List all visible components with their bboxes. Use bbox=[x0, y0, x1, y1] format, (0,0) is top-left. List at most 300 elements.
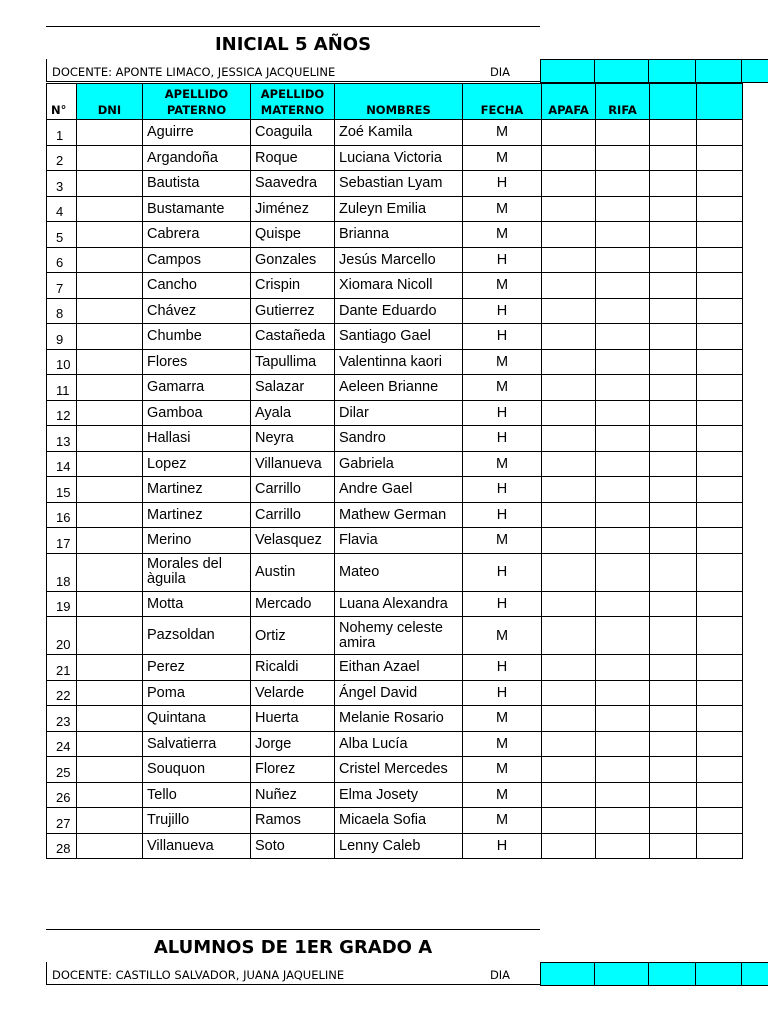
cell-blank[interactable] bbox=[650, 426, 697, 452]
cell-apafa[interactable] bbox=[542, 502, 596, 528]
cell-nombres: Dilar bbox=[335, 400, 463, 426]
header-row bbox=[47, 84, 743, 120]
cell-blank[interactable] bbox=[650, 222, 697, 248]
section2-rule bbox=[46, 929, 540, 930]
cell-dni[interactable] bbox=[77, 400, 143, 426]
cell-apafa[interactable] bbox=[542, 782, 596, 808]
cell-apellido-materno: Mercado bbox=[251, 591, 335, 617]
cell-blank[interactable] bbox=[697, 833, 743, 859]
cell-apellido-materno: Gutierrez bbox=[251, 298, 335, 324]
cell-apafa[interactable] bbox=[542, 375, 596, 401]
cell-rifa[interactable] bbox=[596, 375, 650, 401]
cell-nombres: Eithan Azael bbox=[335, 655, 463, 681]
cell-nombres: Valentinna kaori bbox=[335, 349, 463, 375]
cell-number: 17 bbox=[47, 528, 77, 554]
cell-fecha: M bbox=[463, 349, 542, 375]
cell-apellido-paterno: Morales del àguila bbox=[143, 553, 251, 591]
cell-dni[interactable] bbox=[77, 680, 143, 706]
cell-nombres: Andre Gael bbox=[335, 477, 463, 503]
day2-cell[interactable] bbox=[540, 962, 595, 986]
cell-nombres: Luana Alexandra bbox=[335, 591, 463, 617]
cell-apafa[interactable] bbox=[542, 400, 596, 426]
col-header-blank bbox=[697, 84, 743, 120]
cell-blank[interactable] bbox=[697, 757, 743, 783]
cell-apafa[interactable] bbox=[542, 591, 596, 617]
cell-apafa[interactable] bbox=[542, 680, 596, 706]
cell-blank[interactable] bbox=[697, 808, 743, 834]
cell-number: 4 bbox=[47, 196, 77, 222]
cell-dni[interactable] bbox=[77, 222, 143, 248]
cell-dni[interactable] bbox=[77, 782, 143, 808]
day-cell[interactable] bbox=[594, 59, 649, 83]
cell-dni[interactable] bbox=[77, 617, 143, 655]
cell-rifa[interactable] bbox=[596, 349, 650, 375]
col-header-apellido-materno: APELLIDO MATERNO bbox=[251, 84, 335, 120]
cell-apellido-paterno: Pazsoldan bbox=[143, 617, 251, 655]
cell-apellido-materno: Austin bbox=[251, 553, 335, 591]
cell-blank[interactable] bbox=[697, 400, 743, 426]
cell-blank[interactable] bbox=[697, 477, 743, 503]
cell-blank[interactable] bbox=[650, 833, 697, 859]
cell-blank[interactable] bbox=[650, 196, 697, 222]
table-row bbox=[47, 655, 743, 681]
cell-dni[interactable] bbox=[77, 375, 143, 401]
cell-number: 9 bbox=[47, 324, 77, 350]
cell-number: 15 bbox=[47, 477, 77, 503]
cell-rifa[interactable] bbox=[596, 808, 650, 834]
cell-apellido-paterno: Martinez bbox=[143, 477, 251, 503]
cell-fecha: H bbox=[463, 171, 542, 197]
cell-blank[interactable] bbox=[697, 375, 743, 401]
cell-blank[interactable] bbox=[697, 222, 743, 248]
cell-apellido-materno: Quispe bbox=[251, 222, 335, 248]
cell-rifa[interactable] bbox=[596, 553, 650, 591]
cell-number: 1 bbox=[47, 120, 77, 146]
table-row bbox=[47, 349, 743, 375]
cell-apellido-materno: Saavedra bbox=[251, 171, 335, 197]
day-cell[interactable] bbox=[648, 59, 696, 83]
cell-apellido-paterno: Aguirre bbox=[143, 120, 251, 146]
cell-fecha: M bbox=[463, 808, 542, 834]
cell-dni[interactable] bbox=[77, 171, 143, 197]
cell-rifa[interactable] bbox=[596, 680, 650, 706]
cell-rifa[interactable] bbox=[596, 782, 650, 808]
cell-blank[interactable] bbox=[697, 426, 743, 452]
cell-apellido-paterno: Poma bbox=[143, 680, 251, 706]
cell-dni[interactable] bbox=[77, 655, 143, 681]
cell-apellido-materno: Roque bbox=[251, 145, 335, 171]
cell-blank[interactable] bbox=[650, 706, 697, 732]
cell-blank[interactable] bbox=[650, 171, 697, 197]
cell-blank[interactable] bbox=[697, 706, 743, 732]
cell-blank[interactable] bbox=[650, 553, 697, 591]
cell-dni[interactable] bbox=[77, 298, 143, 324]
cell-number: 14 bbox=[47, 451, 77, 477]
cell-apellido-paterno: Tello bbox=[143, 782, 251, 808]
day2-label: DIA bbox=[460, 962, 540, 985]
top-rule bbox=[46, 26, 540, 27]
cell-apafa[interactable] bbox=[542, 247, 596, 273]
cell-blank[interactable] bbox=[650, 782, 697, 808]
table-row bbox=[47, 782, 743, 808]
cell-apellido-paterno: Hallasi bbox=[143, 426, 251, 452]
cell-blank[interactable] bbox=[697, 502, 743, 528]
cell-dni[interactable] bbox=[77, 451, 143, 477]
cell-blank[interactable] bbox=[697, 553, 743, 591]
cell-apafa[interactable] bbox=[542, 145, 596, 171]
cell-apellido-paterno: Motta bbox=[143, 591, 251, 617]
table-row bbox=[47, 426, 743, 452]
cell-blank[interactable] bbox=[650, 120, 697, 146]
cell-nombres: Mateo bbox=[335, 553, 463, 591]
cell-apellido-paterno: Chumbe bbox=[143, 324, 251, 350]
cell-blank[interactable] bbox=[650, 247, 697, 273]
cell-blank[interactable] bbox=[697, 171, 743, 197]
cell-fecha: H bbox=[463, 477, 542, 503]
cell-dni[interactable] bbox=[77, 477, 143, 503]
col-header-blank bbox=[650, 84, 697, 120]
cell-number: 19 bbox=[47, 591, 77, 617]
cell-blank[interactable] bbox=[650, 477, 697, 503]
cell-number: 3 bbox=[47, 171, 77, 197]
cell-apafa[interactable] bbox=[542, 273, 596, 299]
cell-dni[interactable] bbox=[77, 273, 143, 299]
table-row bbox=[47, 553, 743, 591]
cell-apellido-paterno: Martinez bbox=[143, 502, 251, 528]
cell-rifa[interactable] bbox=[596, 757, 650, 783]
cell-rifa[interactable] bbox=[596, 477, 650, 503]
cell-rifa[interactable] bbox=[596, 528, 650, 554]
cell-apellido-paterno: Bustamante bbox=[143, 196, 251, 222]
cell-apellido-paterno: Lopez bbox=[143, 451, 251, 477]
table-row bbox=[47, 375, 743, 401]
cell-blank[interactable] bbox=[697, 782, 743, 808]
cell-rifa[interactable] bbox=[596, 617, 650, 655]
teacher2-label: DOCENTE: CASTILLO SALVADOR, JUANA JAQUELINE bbox=[46, 962, 460, 985]
cell-apafa[interactable] bbox=[542, 349, 596, 375]
cell-rifa[interactable] bbox=[596, 298, 650, 324]
cell-blank[interactable] bbox=[650, 298, 697, 324]
cell-nombres: Micaela Sofia bbox=[335, 808, 463, 834]
table-row bbox=[47, 731, 743, 757]
cell-apafa[interactable] bbox=[542, 120, 596, 146]
cell-blank[interactable] bbox=[697, 349, 743, 375]
cell-nombres: Melanie Rosario bbox=[335, 706, 463, 732]
cell-apafa[interactable] bbox=[542, 528, 596, 554]
table-row bbox=[47, 273, 743, 299]
cell-fecha: H bbox=[463, 655, 542, 681]
cell-blank[interactable] bbox=[697, 145, 743, 171]
cell-rifa[interactable] bbox=[596, 222, 650, 248]
cell-fecha: H bbox=[463, 426, 542, 452]
cell-fecha: M bbox=[463, 145, 542, 171]
cell-dni[interactable] bbox=[77, 591, 143, 617]
cell-nombres: Xiomara Nicoll bbox=[335, 273, 463, 299]
cell-apellido-paterno: Chávez bbox=[143, 298, 251, 324]
cell-apafa[interactable] bbox=[542, 171, 596, 197]
cell-number: 11 bbox=[47, 375, 77, 401]
cell-rifa[interactable] bbox=[596, 247, 650, 273]
cell-apellido-materno: Velasquez bbox=[251, 528, 335, 554]
cell-dni[interactable] bbox=[77, 553, 143, 591]
cell-apafa[interactable] bbox=[542, 196, 596, 222]
cell-blank[interactable] bbox=[650, 731, 697, 757]
table-row bbox=[47, 451, 743, 477]
cell-rifa[interactable] bbox=[596, 145, 650, 171]
cell-blank[interactable] bbox=[650, 757, 697, 783]
cell-fecha: H bbox=[463, 324, 542, 350]
cell-apafa[interactable] bbox=[542, 324, 596, 350]
cell-apellido-materno: Gonzales bbox=[251, 247, 335, 273]
day2-cell[interactable] bbox=[594, 962, 649, 986]
cell-rifa[interactable] bbox=[596, 591, 650, 617]
table-row bbox=[47, 680, 743, 706]
cell-nombres: Zoé Kamila bbox=[335, 120, 463, 146]
cell-rifa[interactable] bbox=[596, 655, 650, 681]
cell-blank[interactable] bbox=[650, 528, 697, 554]
cell-blank[interactable] bbox=[650, 680, 697, 706]
day2-cell[interactable] bbox=[741, 962, 768, 986]
cell-blank[interactable] bbox=[650, 273, 697, 299]
cell-dni[interactable] bbox=[77, 426, 143, 452]
cell-dni[interactable] bbox=[77, 706, 143, 732]
section-title: INICIAL 5 AÑOS bbox=[214, 34, 372, 55]
cell-apellido-materno: Ortiz bbox=[251, 617, 335, 655]
student-roster-table bbox=[46, 83, 743, 859]
cell-nombres: Aeleen Brianne bbox=[335, 375, 463, 401]
cell-rifa[interactable] bbox=[596, 731, 650, 757]
table-row bbox=[47, 833, 743, 859]
cell-apellido-paterno: Trujillo bbox=[143, 808, 251, 834]
cell-number: 5 bbox=[47, 222, 77, 248]
cell-apellido-paterno: Cabrera bbox=[143, 222, 251, 248]
table-row bbox=[47, 120, 743, 146]
cell-dni[interactable] bbox=[77, 120, 143, 146]
table-row bbox=[47, 400, 743, 426]
cell-number: 2 bbox=[47, 145, 77, 171]
cell-number: 24 bbox=[47, 731, 77, 757]
col-header-num: N° bbox=[47, 84, 77, 120]
cell-fecha: M bbox=[463, 706, 542, 732]
cell-apafa[interactable] bbox=[542, 757, 596, 783]
cell-blank[interactable] bbox=[650, 808, 697, 834]
cell-fecha: H bbox=[463, 553, 542, 591]
table-row bbox=[47, 502, 743, 528]
cell-apafa[interactable] bbox=[542, 553, 596, 591]
day2-cell[interactable] bbox=[695, 962, 742, 986]
cell-apellido-paterno: Bautista bbox=[143, 171, 251, 197]
cell-blank[interactable] bbox=[650, 617, 697, 655]
cell-apellido-paterno: Merino bbox=[143, 528, 251, 554]
cell-fecha: H bbox=[463, 680, 542, 706]
cell-number: 21 bbox=[47, 655, 77, 681]
cell-apafa[interactable] bbox=[542, 298, 596, 324]
cell-blank[interactable] bbox=[697, 120, 743, 146]
cell-nombres: Nohemy celeste amira bbox=[335, 617, 463, 655]
cell-blank[interactable] bbox=[697, 617, 743, 655]
cell-apafa[interactable] bbox=[542, 451, 596, 477]
cell-fecha: M bbox=[463, 617, 542, 655]
cell-number: 28 bbox=[47, 833, 77, 859]
cell-rifa[interactable] bbox=[596, 324, 650, 350]
cell-number: 27 bbox=[47, 808, 77, 834]
cell-apellido-paterno: Quintana bbox=[143, 706, 251, 732]
cell-rifa[interactable] bbox=[596, 502, 650, 528]
cell-nombres: Flavia bbox=[335, 528, 463, 554]
cell-blank[interactable] bbox=[697, 680, 743, 706]
cell-nombres: Elma Josety bbox=[335, 782, 463, 808]
cell-dni[interactable] bbox=[77, 349, 143, 375]
cell-apafa[interactable] bbox=[542, 808, 596, 834]
cell-dni[interactable] bbox=[77, 833, 143, 859]
cell-dni[interactable] bbox=[77, 528, 143, 554]
table-row bbox=[47, 706, 743, 732]
cell-rifa[interactable] bbox=[596, 451, 650, 477]
cell-blank[interactable] bbox=[697, 324, 743, 350]
cell-apellido-materno: Ayala bbox=[251, 400, 335, 426]
cell-apellido-materno: Soto bbox=[251, 833, 335, 859]
col-header-nombres: NOMBRES bbox=[335, 84, 463, 120]
cell-blank[interactable] bbox=[697, 273, 743, 299]
cell-blank[interactable] bbox=[697, 528, 743, 554]
cell-fecha: H bbox=[463, 591, 542, 617]
cell-number: 12 bbox=[47, 400, 77, 426]
cell-apellido-paterno: Souquon bbox=[143, 757, 251, 783]
cell-number: 22 bbox=[47, 680, 77, 706]
cell-fecha: M bbox=[463, 196, 542, 222]
cell-fecha: M bbox=[463, 120, 542, 146]
roster-body bbox=[47, 120, 743, 859]
cell-apafa[interactable] bbox=[542, 706, 596, 732]
cell-blank[interactable] bbox=[697, 655, 743, 681]
cell-rifa[interactable] bbox=[596, 120, 650, 146]
cell-number: 6 bbox=[47, 247, 77, 273]
cell-number: 10 bbox=[47, 349, 77, 375]
table-row bbox=[47, 247, 743, 273]
cell-fecha: M bbox=[463, 222, 542, 248]
cell-apellido-materno: Velarde bbox=[251, 680, 335, 706]
day-cell[interactable] bbox=[741, 59, 768, 83]
cell-dni[interactable] bbox=[77, 247, 143, 273]
cell-rifa[interactable] bbox=[596, 171, 650, 197]
cell-rifa[interactable] bbox=[596, 833, 650, 859]
cell-rifa[interactable] bbox=[596, 273, 650, 299]
cell-dni[interactable] bbox=[77, 808, 143, 834]
cell-dni[interactable] bbox=[77, 502, 143, 528]
cell-nombres: Brianna bbox=[335, 222, 463, 248]
cell-number: 25 bbox=[47, 757, 77, 783]
cell-blank[interactable] bbox=[650, 324, 697, 350]
cell-blank[interactable] bbox=[650, 591, 697, 617]
cell-fecha: H bbox=[463, 400, 542, 426]
cell-blank[interactable] bbox=[697, 591, 743, 617]
cell-apellido-materno: Ricaldi bbox=[251, 655, 335, 681]
cell-apellido-materno: Castañeda bbox=[251, 324, 335, 350]
cell-blank[interactable] bbox=[650, 502, 697, 528]
cell-number: 26 bbox=[47, 782, 77, 808]
cell-blank[interactable] bbox=[697, 451, 743, 477]
col-header-apafa: APAFA bbox=[542, 84, 596, 120]
cell-blank[interactable] bbox=[650, 375, 697, 401]
cell-number: 23 bbox=[47, 706, 77, 732]
cell-dni[interactable] bbox=[77, 324, 143, 350]
table-row bbox=[47, 145, 743, 171]
cell-blank[interactable] bbox=[697, 247, 743, 273]
cell-dni[interactable] bbox=[77, 196, 143, 222]
cell-apafa[interactable] bbox=[542, 731, 596, 757]
cell-rifa[interactable] bbox=[596, 706, 650, 732]
cell-rifa[interactable] bbox=[596, 400, 650, 426]
cell-blank[interactable] bbox=[650, 145, 697, 171]
cell-apellido-paterno: Argandoña bbox=[143, 145, 251, 171]
cell-apafa[interactable] bbox=[542, 426, 596, 452]
cell-blank[interactable] bbox=[650, 655, 697, 681]
cell-apellido-materno: Jorge bbox=[251, 731, 335, 757]
cell-fecha: H bbox=[463, 502, 542, 528]
cell-dni[interactable] bbox=[77, 731, 143, 757]
table-row bbox=[47, 757, 743, 783]
cell-fecha: M bbox=[463, 273, 542, 299]
cell-apellido-materno: Coaguila bbox=[251, 120, 335, 146]
cell-apellido-materno: Neyra bbox=[251, 426, 335, 452]
day-cell[interactable] bbox=[695, 59, 742, 83]
cell-apellido-materno: Salazar bbox=[251, 375, 335, 401]
cell-dni[interactable] bbox=[77, 145, 143, 171]
cell-apafa[interactable] bbox=[542, 617, 596, 655]
cell-number: 20 bbox=[47, 617, 77, 655]
cell-dni[interactable] bbox=[77, 757, 143, 783]
table-row bbox=[47, 196, 743, 222]
cell-rifa[interactable] bbox=[596, 196, 650, 222]
cell-blank[interactable] bbox=[650, 400, 697, 426]
cell-apellido-materno: Carrillo bbox=[251, 477, 335, 503]
table-row bbox=[47, 808, 743, 834]
teacher-label: DOCENTE: APONTE LIMACO, JESSICA JACQUELINE bbox=[46, 59, 460, 82]
table-row bbox=[47, 528, 743, 554]
day-cell[interactable] bbox=[540, 59, 595, 83]
cell-blank[interactable] bbox=[697, 196, 743, 222]
cell-fecha: M bbox=[463, 731, 542, 757]
cell-apellido-materno: Tapullima bbox=[251, 349, 335, 375]
cell-nombres: Dante Eduardo bbox=[335, 298, 463, 324]
cell-apafa[interactable] bbox=[542, 222, 596, 248]
cell-apellido-materno: Carrillo bbox=[251, 502, 335, 528]
cell-fecha: H bbox=[463, 298, 542, 324]
cell-apellido-paterno: Salvatierra bbox=[143, 731, 251, 757]
cell-apellido-paterno: Villanueva bbox=[143, 833, 251, 859]
day2-cell[interactable] bbox=[648, 962, 696, 986]
cell-apafa[interactable] bbox=[542, 833, 596, 859]
cell-nombres: Sandro bbox=[335, 426, 463, 452]
cell-number: 7 bbox=[47, 273, 77, 299]
cell-apellido-materno: Nuñez bbox=[251, 782, 335, 808]
cell-apafa[interactable] bbox=[542, 655, 596, 681]
cell-blank[interactable] bbox=[697, 731, 743, 757]
cell-rifa[interactable] bbox=[596, 426, 650, 452]
cell-blank[interactable] bbox=[650, 349, 697, 375]
table-row bbox=[47, 477, 743, 503]
cell-nombres: Ángel David bbox=[335, 680, 463, 706]
cell-apellido-materno: Huerta bbox=[251, 706, 335, 732]
cell-apellido-materno: Crispin bbox=[251, 273, 335, 299]
cell-nombres: Santiago Gael bbox=[335, 324, 463, 350]
cell-apafa[interactable] bbox=[542, 477, 596, 503]
cell-apellido-materno: Florez bbox=[251, 757, 335, 783]
cell-blank[interactable] bbox=[650, 451, 697, 477]
cell-fecha: M bbox=[463, 782, 542, 808]
table-row bbox=[47, 591, 743, 617]
cell-blank[interactable] bbox=[697, 298, 743, 324]
